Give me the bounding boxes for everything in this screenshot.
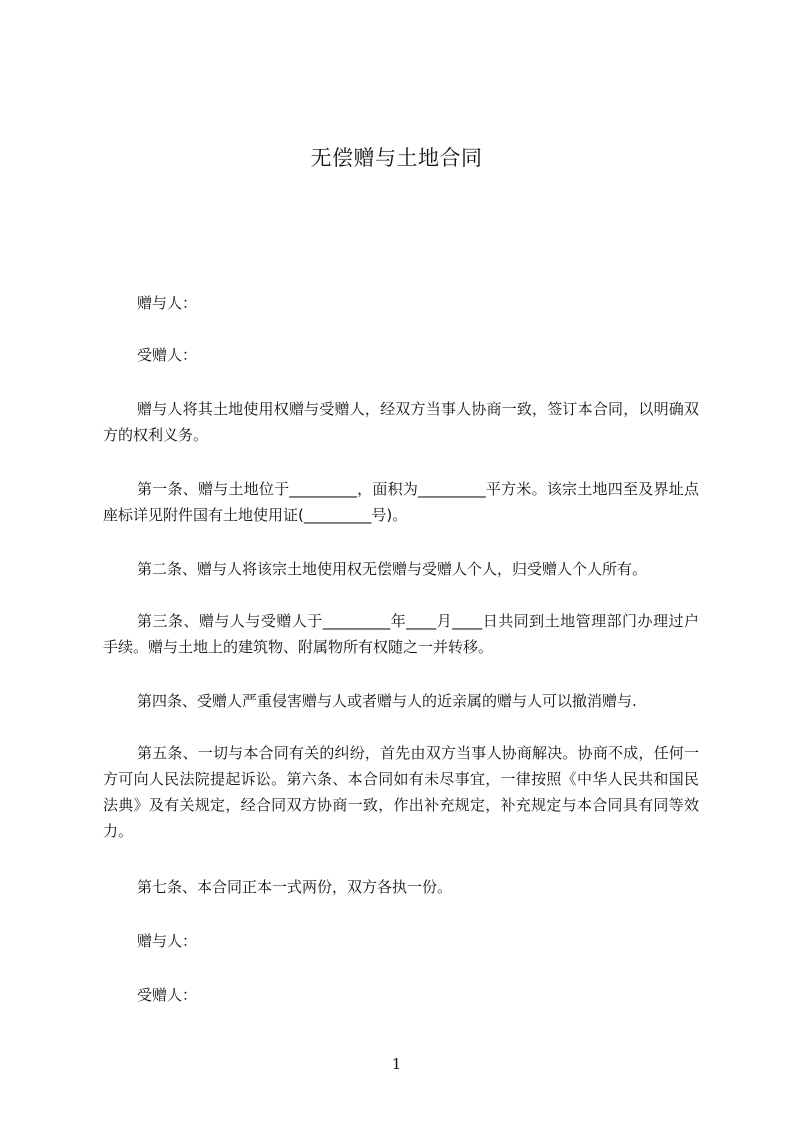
article-1: 第一条、赠与土地位于_________，面积为_________平方米。该宗土地四至及界址点座标详见附件国有土地使用证(_________号)。 bbox=[103, 480, 699, 524]
article-4: 第四条、受赠人严重侵害赠与人或者赠与人的近亲属的赠与人可以撤消赠与. bbox=[137, 692, 637, 710]
article-5-6: 第五条、一切与本合同有关的纠纷，首先由双方当事人协商解决。协商不成，任何一方可向人民法院提起诉讼。第六条、本合同如有未尽事宜，一律按照《中华人民共和国民法典》及有关规定，经合同双方协商一致，作出补充规定，补充规定与本合同具有同等效力。 bbox=[103, 744, 699, 840]
donor-label: 赠与人： bbox=[137, 294, 198, 312]
donee-signature-label: 受赠人： bbox=[137, 986, 198, 1004]
donee-label: 受赠人： bbox=[137, 346, 198, 364]
donor-signature-label: 赠与人： bbox=[137, 932, 198, 950]
article-7: 第七条、本合同正本一式两份，双方各执一份。 bbox=[137, 878, 453, 896]
article-3: 第三条、赠与人与受赠人于_________年____月____日共同到土地管理部门办理过户手续。赠与土地上的建筑物、附属物所有权随之一并转移。 bbox=[103, 612, 699, 656]
page-number: 1 bbox=[391, 1055, 402, 1073]
preamble-paragraph: 赠与人将其土地使用权赠与受赠人，经双方当事人协商一致，签订本合同，以明确双方的权利义务。 bbox=[103, 400, 699, 444]
article-2: 第二条、赠与人将该宗土地使用权无偿赠与受赠人个人，归受赠人个人所有。 bbox=[137, 560, 648, 578]
document-title: 无偿赠与土地合同 bbox=[310, 146, 483, 170]
